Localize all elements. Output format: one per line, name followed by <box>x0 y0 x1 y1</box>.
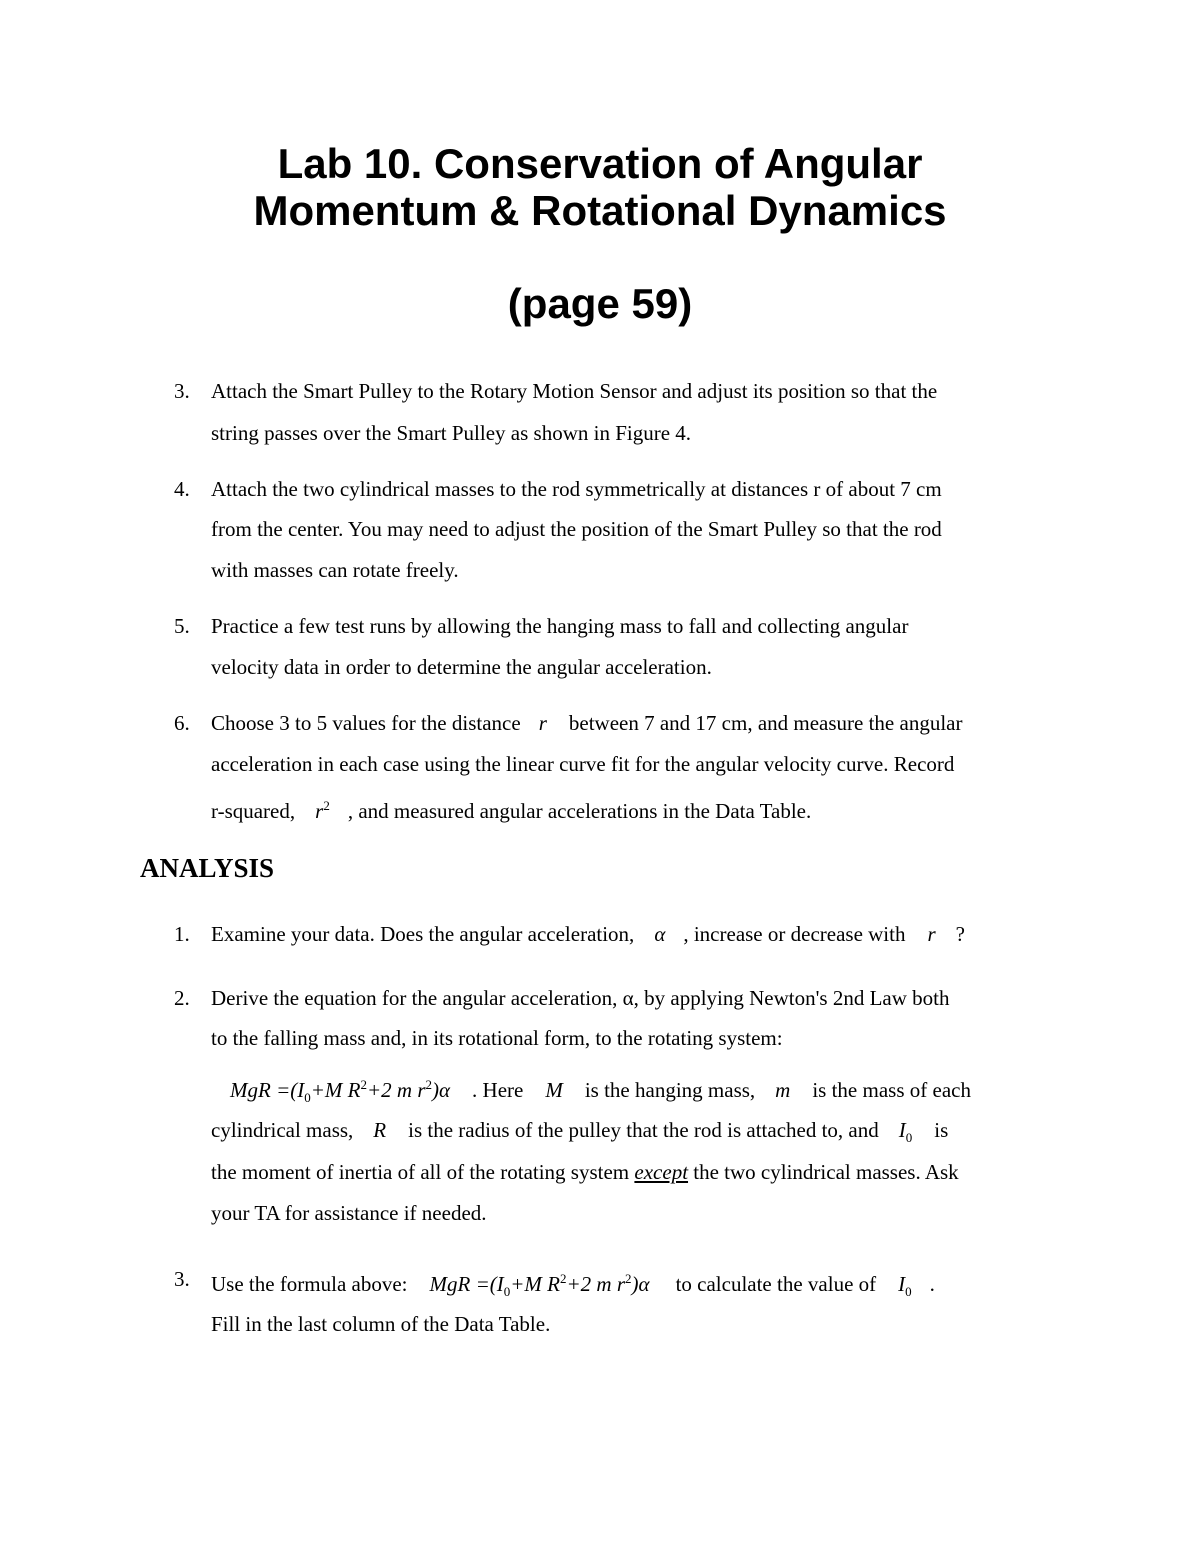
text-run: is the hanging mass, <box>584 1078 756 1102</box>
analysis-heading: ANALYSIS <box>140 853 275 883</box>
text-run: between 7 and 17 cm, and measure the angular <box>568 711 963 735</box>
variable-r: r <box>538 711 547 735</box>
item-text-line: Fill in the last column of the Data Table. <box>211 1312 551 1336</box>
text-run: to calculate the value of <box>675 1272 877 1296</box>
text-run: ? <box>955 922 965 946</box>
step-text-line: velocity data in order to determine the angular acceleration. <box>211 655 712 679</box>
variable-m: m <box>775 1078 791 1102</box>
item-text-line: to the falling mass and, in its rotational form, to the rotating system: <box>211 1026 783 1050</box>
text-run: , and measured angular accelerations in the Data Table. <box>347 799 812 823</box>
text-run: the two cylindrical masses. Ask <box>693 1160 959 1184</box>
text-run: , increase or decrease with <box>683 922 906 946</box>
variable-R: R <box>373 1118 387 1142</box>
page-reference: (page 59) <box>507 280 693 327</box>
step-text-line: from the center. You may need to adjust the position of the Smart Pulley so that the rod <box>211 517 942 541</box>
step-text-line: Attach the Smart Pulley to the Rotary Motion Sensor and adjust its position so that the <box>211 379 938 403</box>
text-run: is the radius of the pulley that the rod is attached to, and <box>408 1118 879 1142</box>
step-text-line: Attach the two cylindrical masses to the rod symmetrically at distances r of about 7 cm <box>211 477 942 501</box>
text-run: cylindrical mass, <box>211 1118 354 1142</box>
item-text-line <box>211 922 965 946</box>
item-text-line: Derive the equation for the angular acceleration, α, by applying Newton's 2nd Law both <box>211 986 950 1010</box>
step-number: 4. <box>174 477 190 501</box>
step-text-line: string passes over the Smart Pulley as shown in Figure 4. <box>211 421 692 445</box>
step-text-line <box>211 794 811 823</box>
text-run: . Here <box>472 1078 524 1102</box>
step-text-line: acceleration in each case using the linear curve fit for the angular velocity curve. Record <box>211 752 955 776</box>
text-run: Examine your data. Does the angular acceleration, <box>211 922 635 946</box>
item-text-line <box>211 1160 959 1184</box>
variable-I0: $I_0$ <box>898 1118 913 1145</box>
text-run: the moment of inertia of all of the rotating system <box>211 1160 630 1184</box>
item-text-line <box>230 1073 971 1110</box>
variable-M: M <box>545 1078 563 1102</box>
equation: MgR $=(I_0+M$ $R^2+2$ m $r^2)\alpha$ <box>429 1271 650 1299</box>
text-run: . <box>929 1272 935 1296</box>
step-text-line: Practice a few test runs by allowing the hanging mass to fall and collecting angular <box>211 614 909 638</box>
text-run: Use the formula above: <box>211 1272 408 1296</box>
step-number: 5. <box>174 614 190 638</box>
step-number: 3. <box>174 379 190 403</box>
equation: MgR $=(I_0+M$ $R^2+2$ m $r^2)\alpha$ <box>230 1077 451 1105</box>
text-run: Choose 3 to 5 values for the distance <box>211 711 521 735</box>
item-number: 2. <box>174 986 190 1010</box>
text-run: is <box>934 1118 949 1142</box>
step-number: 6. <box>174 711 190 735</box>
variable-r: r <box>927 922 936 946</box>
item-number: 3. <box>174 1267 190 1291</box>
variable-r-squared: $r^2$ <box>315 798 330 823</box>
text-run: r-squared, <box>211 799 296 823</box>
item-number: 1. <box>174 922 190 946</box>
step-text-line: with masses can rotate freely. <box>211 558 459 582</box>
step-text-line <box>211 711 962 735</box>
item-text-line <box>211 1118 948 1150</box>
variable-alpha: α <box>654 922 666 946</box>
item-text-line <box>211 1267 935 1304</box>
title-line-1: Lab 10. Conservation of Angular <box>277 140 923 187</box>
title-line-2: Momentum & Rotational Dynamics <box>253 187 947 234</box>
text-run: is the mass of each <box>812 1078 971 1102</box>
item-text-line: your TA for assistance if needed. <box>211 1201 487 1225</box>
emphasis-except: except <box>634 1160 689 1184</box>
variable-I0: $I_0$ <box>898 1272 912 1299</box>
